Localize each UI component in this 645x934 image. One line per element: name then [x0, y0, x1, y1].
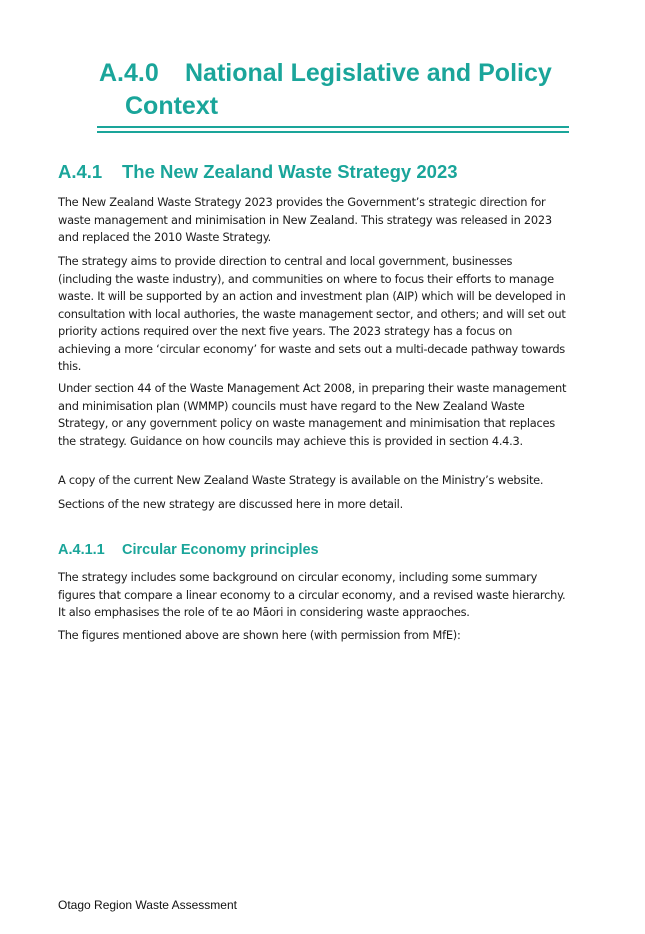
heading-rule-bottom — [97, 131, 569, 133]
section-heading — [58, 160, 458, 184]
body-paragraph: The figures mentioned above are shown here (with permission from MfE): — [58, 628, 461, 642]
body-paragraph: The strategy includes some background on circular economy, including some summary figures that compare a linear economy to a circular economy, and a revised waste hierarchy. It also emphasises the role of te ao Māori in considering waste appraoches. — [58, 570, 566, 619]
body-paragraph: Under section 44 of the Waste Management Act 2008, in preparing their waste management and minimisation plan (WMMP) councils must have regard to the New Zealand Waste Strategy, or any government policy on waste management and minimisation that replaces the strategy. Guidance on how councils may achieve this is provided in section 4.4.3. — [58, 381, 567, 448]
body-paragraph: Sections of the new strategy are discussed here in more detail. — [58, 497, 403, 511]
subsection-number: A.4.1.1 — [58, 542, 105, 558]
subsection-heading — [58, 541, 319, 560]
body-paragraph: The New Zealand Waste Strategy 2023 provides the Government’s strategic direction for waste management and minimisation in New Zealand. This strategy was released in 2023 and replaced the 2010 Waste Strategy. — [58, 195, 552, 244]
chapter-number: A.4.0 — [99, 59, 159, 87]
heading-rule-top — [97, 126, 569, 128]
chapter-title-line1: National Legislative and Policy — [185, 59, 552, 87]
body-paragraph: A copy of the current New Zealand Waste Strategy is available on the Ministry’s website. — [58, 473, 544, 487]
chapter-heading — [99, 57, 569, 123]
page-footer: Otago Region Waste Assessment — [58, 898, 237, 912]
chapter-title-line2: Context — [125, 92, 219, 120]
section-number: A.4.1 — [58, 161, 103, 182]
section-title: The New Zealand Waste Strategy 2023 — [122, 161, 458, 182]
body-paragraph: The strategy aims to provide direction to central and local government, businesses (including the waste industry), and communities on where to focus their efforts to manage waste. It will be supported by an action and investment plan (AIP) which will be developed in consultation with local authories, the waste management sector, and others; and will set out priority actions required over the next five years. The 2023 strategy has a focus on achieving a more ‘circular economy’ for waste and sets out a multi-decade pathway towards this. — [58, 254, 566, 373]
subsection-title: Circular Economy principles — [122, 542, 319, 558]
